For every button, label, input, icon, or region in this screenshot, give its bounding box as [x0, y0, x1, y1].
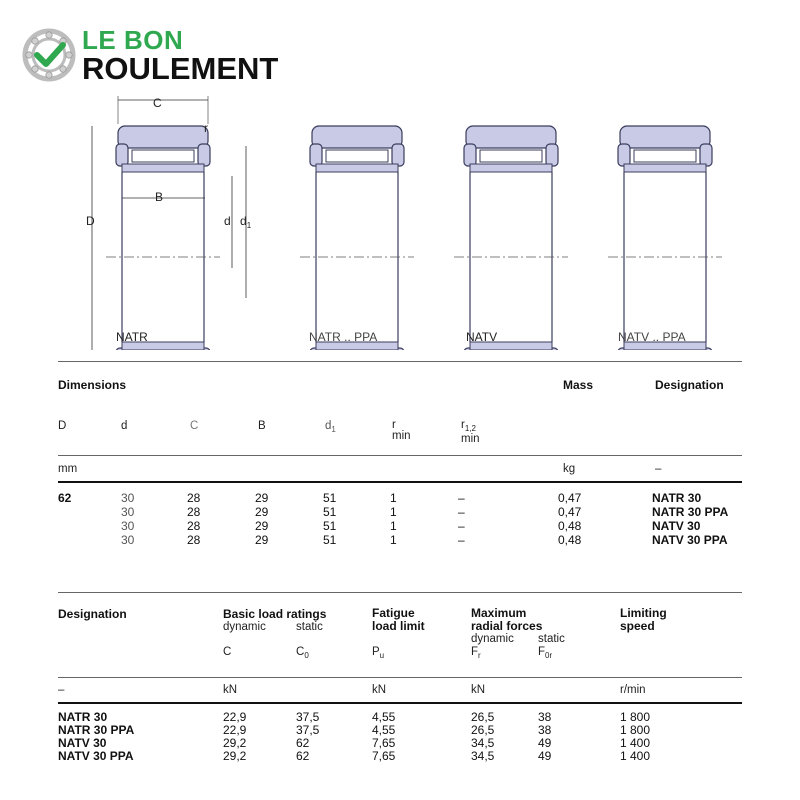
table2-col-speed [620, 710, 650, 762]
table-cell: 26,5 [471, 723, 495, 737]
table1-col-C [187, 491, 200, 547]
table-cell: – [458, 505, 465, 519]
table2-header-Fr: $F_r$ [471, 646, 481, 660]
table-cell: 30 [121, 519, 135, 533]
table-cell: NATV 30 PPA [58, 749, 134, 763]
table2-header-C: C [223, 646, 232, 658]
table-cell: 34,5 [471, 736, 495, 750]
table-cell: 0,47 [558, 491, 582, 505]
table-cell: 1 [390, 533, 397, 547]
table1-col-B [255, 491, 268, 547]
table1-header-D: D [58, 420, 67, 432]
table-cell: 4,55 [372, 710, 396, 724]
dim-C-label: C [153, 96, 162, 110]
table-cell: 51 [323, 505, 337, 519]
table1-group-designation: Designation [655, 378, 724, 392]
table-cell: 51 [323, 519, 337, 533]
table-cell: NATR 30 [58, 710, 108, 724]
table-cell: 29,2 [223, 736, 247, 750]
table2-unit-kN-load: kN [223, 684, 238, 696]
dim-D-label: D [86, 214, 95, 228]
table1-header-r12: $r_{1,2}$ min [461, 419, 480, 445]
table2-col-F0r [538, 710, 551, 762]
table1-header-d1: $d_1$ [325, 420, 336, 434]
table-cell: NATR 30 PPA [58, 723, 135, 737]
table2-col-Fr [471, 710, 494, 762]
dim-r-label: r [204, 121, 208, 135]
table-cell: 37,5 [296, 723, 320, 737]
table2-col-Pu [372, 710, 395, 762]
bearing-drawings [0, 90, 800, 350]
table1-unit-mm: mm [58, 463, 78, 475]
table1-group-dimensions: Dimensions [58, 378, 127, 392]
table1-top-rule [58, 361, 742, 362]
table1-D-value: 62 [58, 491, 72, 505]
table2-header-Pu: $P_u$ [372, 646, 385, 660]
table1-col-r [390, 491, 397, 547]
table-cell: 38 [538, 710, 552, 724]
table1-units-rule [58, 481, 742, 483]
brand-name-line1: LE BON [82, 25, 184, 55]
table-cell: 1 [390, 491, 397, 505]
figure-label-natv-ppa: NATV .. PPA [618, 330, 686, 344]
table-cell: 29 [255, 519, 269, 533]
table2-header-max-radial: Maximum radial forces [471, 606, 543, 633]
table1-col-designation [652, 491, 728, 547]
table-cell: 28 [187, 505, 201, 519]
table1-header-r: r min [392, 419, 411, 442]
table-cell: 29,2 [223, 749, 247, 763]
table-cell: 51 [323, 491, 337, 505]
table2-header-static2: static [538, 633, 565, 645]
table2-header-fatigue: Fatigue load limit [372, 606, 425, 633]
table-cell: 22,9 [223, 723, 247, 737]
table-cell: 29 [255, 505, 269, 519]
table2-header-basic-load: Basic load ratings [223, 607, 327, 621]
table-cell: 34,5 [471, 749, 495, 763]
table2-unit-kN-fatigue: kN [372, 684, 387, 696]
table1-group-mass: Mass [563, 378, 594, 392]
table-cell: 7,65 [372, 736, 396, 750]
table-cell: NATR 30 [652, 491, 702, 505]
table-cell: 49 [538, 736, 552, 750]
table2-header-dynamic: dynamic [223, 621, 266, 633]
table-cell: 26,5 [471, 710, 495, 724]
table1-header-B: B [258, 420, 266, 432]
table-cell: 30 [121, 491, 135, 505]
table-cell: NATV 30 [58, 736, 107, 750]
table-cell: 0,48 [558, 519, 582, 533]
table2-header-dynamic2: dynamic [471, 633, 514, 645]
table1-header-d: d [121, 420, 128, 432]
table-cell: 38 [538, 723, 552, 737]
table-cell: 30 [121, 505, 135, 519]
table1-col-r12 [458, 491, 465, 547]
table2-unit-kN-radial: kN [471, 684, 486, 696]
table2-header-C0: $C_0$ [296, 646, 309, 660]
table-cell: 1 [390, 505, 397, 519]
dim-B-label: B [155, 190, 164, 204]
table-cell: 4,55 [372, 723, 396, 737]
table1-unit-dash: – [655, 463, 662, 475]
table2-header-designation: Designation [58, 607, 127, 621]
table-cell: 1 400 [620, 749, 651, 763]
table1-col-mass [558, 491, 581, 547]
table2-col-designation [58, 710, 134, 762]
table-cell: 22,9 [223, 710, 247, 724]
table1-header-rule [58, 455, 742, 456]
table2-header-F0r: $F_{0r}$ [538, 646, 553, 660]
table1-header-C: C [190, 420, 199, 432]
table-cell: 7,65 [372, 749, 396, 763]
table-cell: – [458, 519, 465, 533]
table-cell: 28 [187, 519, 201, 533]
table-cell: 0,48 [558, 533, 582, 547]
table2-units-rule [58, 702, 742, 704]
dim-d-label: d [224, 214, 231, 228]
table1-unit-kg: kg [563, 463, 576, 475]
table-cell: 62 [296, 749, 310, 763]
table-cell: – [458, 533, 465, 547]
table-cell: 1 [390, 519, 397, 533]
table-cell: 1 800 [620, 723, 651, 737]
table1-col-d1 [323, 491, 336, 547]
table2-header-static: static [296, 621, 323, 633]
table-cell: 28 [187, 491, 201, 505]
table-cell: 49 [538, 749, 552, 763]
table-cell: 30 [121, 533, 135, 547]
table2-header-limiting-speed: Limiting speed [620, 606, 667, 633]
table-cell: – [458, 491, 465, 505]
table-cell: 62 [296, 736, 310, 750]
table-cell: 51 [323, 533, 337, 547]
table1-col-d [121, 491, 134, 547]
table-cell: NATV 30 PPA [652, 533, 728, 547]
brand-logo-icon [22, 28, 76, 82]
table-cell: NATV 30 [652, 519, 701, 533]
table-cell: 37,5 [296, 710, 320, 724]
table-cell: 1 800 [620, 710, 651, 724]
table-cell: NATR 30 PPA [652, 505, 729, 519]
figure-label-natv: NATV [466, 330, 498, 344]
table-cell: 1 400 [620, 736, 651, 750]
figure-label-natr: NATR [116, 330, 148, 344]
table2-unit-rpm: r/min [620, 684, 646, 696]
table-cell: 29 [255, 491, 269, 505]
table2-unit-dash: – [58, 684, 65, 696]
figure-label-natr-ppa: NATR .. PPA [309, 330, 378, 344]
table2-header-rule [58, 677, 742, 678]
dim-d1-label: $d_1$ [240, 214, 252, 230]
table-cell: 28 [187, 533, 201, 547]
table2-col-C0 [296, 710, 319, 762]
brand-name-line2: ROULEMENT [82, 51, 279, 86]
table-cell: 29 [255, 533, 269, 547]
table2-col-C [223, 710, 246, 762]
table-cell: 0,47 [558, 505, 582, 519]
table2-top-rule [58, 592, 742, 593]
